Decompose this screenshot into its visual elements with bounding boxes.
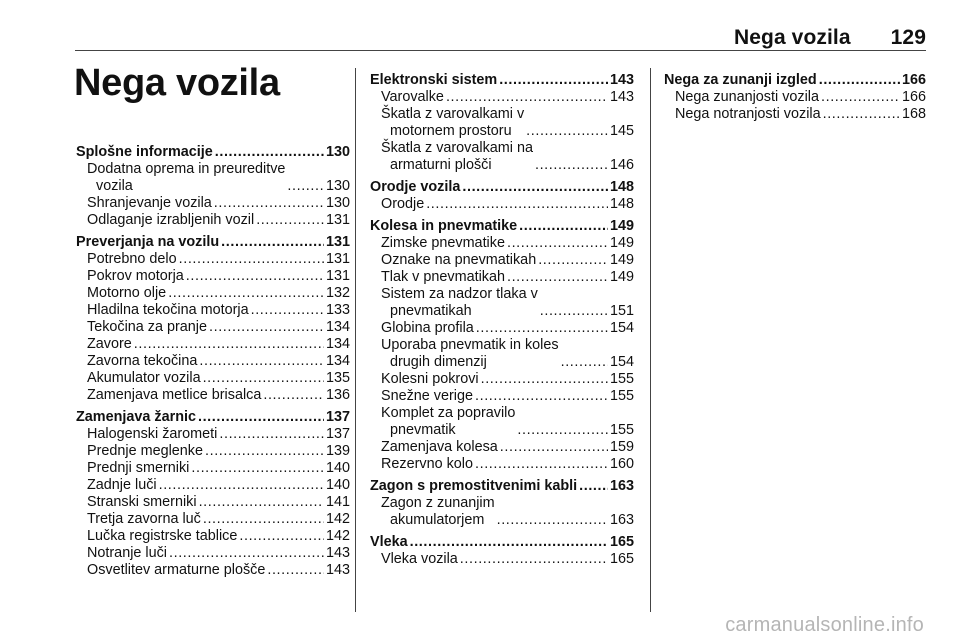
dot-leader [507, 235, 608, 252]
toc-entry-label-line: drugih dimenzij [390, 354, 487, 370]
toc-page-number: 140 [325, 477, 350, 493]
toc-section-heading[interactable] [76, 409, 350, 426]
toc-entry-label [87, 426, 217, 443]
toc-page-number: 163 [609, 478, 634, 494]
toc-entry[interactable] [370, 337, 634, 371]
toc-section-heading[interactable] [76, 234, 350, 251]
toc-entry-label-line: Prednje meglenke [87, 443, 203, 459]
toc-page-number: 148 [609, 179, 634, 195]
toc-entry[interactable] [76, 319, 350, 336]
toc-section-heading[interactable] [370, 179, 634, 196]
dot-leader [462, 179, 608, 196]
toc-page-number: 163 [609, 512, 634, 528]
toc-entry-label-line: akumulatorjem [390, 512, 485, 528]
dot-leader [497, 512, 608, 529]
toc-entry[interactable] [76, 443, 350, 460]
toc-entry-label [381, 551, 458, 568]
dot-leader [540, 303, 608, 320]
toc-page-number: 154 [609, 320, 634, 336]
dot-leader [507, 269, 608, 286]
toc-entry-label-line: pnevmatikah [390, 303, 472, 319]
toc-section-heading[interactable] [370, 72, 634, 89]
toc-page-number: 155 [609, 422, 634, 438]
toc-entry[interactable] [370, 269, 634, 286]
toc-section-heading[interactable] [370, 534, 634, 551]
dot-leader [287, 178, 324, 195]
toc-entry-label [381, 252, 536, 269]
toc-section-title: Splošne informacije [76, 144, 213, 160]
dot-leader [823, 106, 900, 123]
toc-section-title: Vleka [370, 534, 408, 550]
toc-page-number: 149 [609, 269, 634, 285]
dot-leader [209, 319, 324, 336]
toc-entry-label [87, 251, 177, 268]
toc-page-number: 165 [609, 534, 634, 550]
toc-section-title: Preverjanja na vozilu [76, 234, 220, 250]
toc-page-number: 131 [325, 234, 350, 250]
toc-page-number: 134 [325, 353, 350, 369]
toc-page-number: 136 [325, 387, 350, 403]
dot-leader [535, 157, 608, 174]
dot-leader [481, 371, 608, 388]
toc-page-number: 146 [609, 157, 634, 173]
toc-entry-label [381, 196, 424, 213]
toc-entry-label-line: Orodje [381, 196, 425, 212]
toc-entry[interactable] [76, 426, 350, 443]
toc-page-number: 166 [901, 72, 926, 88]
toc-section-heading[interactable] [76, 144, 350, 161]
toc-entry-label-line: Škatla z varovalkami na [381, 140, 533, 156]
toc-entry-label [87, 212, 254, 229]
toc-entry-label [87, 443, 203, 460]
dot-leader [821, 89, 900, 106]
toc-section [370, 179, 634, 213]
dot-leader [191, 460, 324, 477]
dot-leader [239, 528, 324, 545]
toc-entry-label-line: Vleka vozila [381, 551, 458, 567]
page-number: 129 [890, 26, 926, 49]
toc-entry-label [381, 456, 473, 473]
toc-entry-label-line: Osvetlitev armaturne plošče [87, 562, 266, 578]
toc-section [76, 409, 350, 579]
dot-leader [251, 302, 324, 319]
toc-entry[interactable] [370, 106, 634, 140]
dot-leader [203, 511, 324, 528]
dot-leader [199, 353, 324, 370]
toc-page-number: 130 [325, 178, 350, 194]
toc-entry-label [87, 545, 167, 562]
toc-page-number: 130 [325, 195, 350, 211]
toc-page-number: 142 [325, 511, 350, 527]
dot-leader [526, 123, 608, 140]
toc-entry-label-line: Zamenjava kolesa [381, 439, 498, 455]
toc-page-number: 131 [325, 212, 350, 228]
toc-entry-label [381, 388, 473, 405]
toc-entry-label-line: Globina profila [381, 320, 474, 336]
toc-entry-label-line: Zavorna tekočina [87, 353, 198, 369]
toc-entry[interactable] [76, 285, 350, 302]
toc-entry-label-line: Komplet za popravilo [381, 405, 516, 421]
toc-entry-label [675, 106, 821, 123]
toc-page-number: 143 [609, 89, 634, 105]
dot-leader [475, 388, 608, 405]
toc-page-number: 149 [609, 218, 634, 234]
toc-page-number: 132 [325, 285, 350, 301]
toc-page-number: 143 [325, 562, 350, 578]
dot-leader [214, 195, 324, 212]
toc-section [76, 144, 350, 229]
toc-entry-label [675, 89, 819, 106]
toc-entry-label [381, 439, 498, 456]
toc-page-number: 148 [609, 196, 634, 212]
toc-entry-label-line: Zimske pnevmatike [381, 235, 505, 251]
toc-section-title: Kolesa in pnevmatike [370, 218, 518, 234]
dot-leader [819, 72, 900, 89]
toc-page-number: 165 [609, 551, 634, 567]
toc-column-1 [76, 144, 350, 584]
toc-entry[interactable] [76, 460, 350, 477]
toc-entry[interactable] [370, 320, 634, 337]
dot-leader [198, 409, 324, 426]
toc-page-number: 134 [325, 336, 350, 352]
toc-page-number: 137 [325, 409, 350, 425]
dot-leader [475, 456, 608, 473]
dot-leader [538, 252, 608, 269]
toc-entry[interactable] [664, 89, 926, 106]
toc-entry[interactable] [76, 336, 350, 353]
toc-page-number: 131 [325, 251, 350, 267]
toc-entry-label [381, 495, 495, 529]
toc-entry[interactable] [76, 562, 350, 579]
toc-entry-label-line: vozila [96, 178, 133, 194]
toc-entry-label [87, 562, 265, 579]
dot-leader [579, 478, 608, 495]
toc-section [370, 534, 634, 568]
toc-entry-label-line: Notranje luči [87, 545, 167, 561]
toc-entry[interactable] [370, 89, 634, 106]
toc-entry-label-line: Sistem za nadzor tlaka v [381, 286, 538, 302]
toc-section-title: Zamenjava žarnic [76, 409, 196, 425]
toc-page-number: 133 [325, 302, 350, 318]
toc-entry-label [87, 511, 201, 528]
toc-entry-label [87, 336, 132, 353]
toc-entry-label-line: Shranjevanje vozila [87, 195, 212, 211]
dot-leader [219, 426, 324, 443]
toc-page-number: 137 [325, 426, 350, 442]
toc-entry-label [87, 387, 261, 404]
toc-page-number: 149 [609, 235, 634, 251]
toc-entry-label-line: Nega notranjosti vozila [675, 106, 821, 122]
dot-leader [446, 89, 608, 106]
toc-section [370, 478, 634, 529]
toc-section [664, 72, 926, 123]
toc-entry[interactable] [370, 252, 634, 269]
toc-entry-label-line: Tlak v pnevmatikah [381, 269, 505, 285]
toc-entry-label [381, 235, 505, 252]
dot-leader [215, 144, 324, 161]
dot-leader [267, 562, 324, 579]
toc-entry[interactable] [76, 212, 350, 229]
chapter-title: Nega vozila [74, 62, 280, 104]
toc-page-number: 154 [609, 354, 634, 370]
dot-leader [460, 551, 608, 568]
toc-entry-label-line: armaturni plošči [390, 157, 492, 173]
dot-leader [221, 234, 324, 251]
toc-entry[interactable] [76, 161, 350, 195]
dot-leader [169, 545, 324, 562]
dot-leader [517, 422, 608, 439]
toc-page-number: 159 [609, 439, 634, 455]
header-rule [75, 50, 926, 51]
toc-entry[interactable] [370, 405, 634, 439]
toc-entry-label-line: pnevmatik [390, 422, 456, 438]
toc-column-3 [664, 72, 926, 128]
toc-column-2 [370, 72, 634, 573]
toc-page-number: 166 [901, 89, 926, 105]
toc-entry[interactable] [370, 495, 634, 529]
toc-entry[interactable] [76, 268, 350, 285]
toc-entry-label-line: Zagon z zunanjim [381, 495, 495, 511]
dot-leader [499, 72, 608, 89]
toc-entry[interactable] [76, 251, 350, 268]
toc-entry[interactable] [370, 439, 634, 456]
toc-entry-label-line: Dodatna oprema in preureditve [87, 161, 286, 177]
toc-entry-label-line: Halogenski žarometi [87, 426, 218, 442]
toc-entry[interactable] [76, 494, 350, 511]
toc-entry[interactable] [76, 545, 350, 562]
toc-entry[interactable] [76, 195, 350, 212]
toc-entry[interactable] [370, 371, 634, 388]
toc-entry-label-line: Uporaba pnevmatik in koles [381, 337, 559, 353]
toc-entry-label-line: Tretja zavorna luč [87, 511, 201, 527]
toc-entry-label [381, 89, 444, 106]
toc-page-number: 168 [901, 106, 926, 122]
dot-leader [519, 218, 608, 235]
toc-page-number: 141 [325, 494, 350, 510]
toc-entry-label-line: Škatla z varovalkami v [381, 106, 525, 122]
toc-entry[interactable] [76, 477, 350, 494]
toc-page-number: 131 [325, 268, 350, 284]
toc-page-number: 139 [325, 443, 350, 459]
toc-entry[interactable] [370, 286, 634, 320]
toc-entry-label-line: Tekočina za pranje [87, 319, 207, 335]
dot-leader [500, 439, 608, 456]
toc-entry-label [381, 140, 533, 174]
toc-entry-label-line: Potrebno delo [87, 251, 177, 267]
toc-entry-label [87, 370, 201, 387]
dot-leader [203, 370, 324, 387]
toc-entry[interactable] [370, 196, 634, 213]
toc-entry-label [87, 285, 166, 302]
toc-entry-label-line: Prednji smerniki [87, 460, 190, 476]
toc-entry-label-line: motornem prostoru [390, 123, 512, 139]
toc-page-number: 160 [609, 456, 634, 472]
toc-entry-label-line: Varovalke [381, 89, 444, 105]
toc-entry-label [87, 268, 184, 285]
toc-entry-label-line: Motorno olje [87, 285, 167, 301]
toc-page-number: 142 [325, 528, 350, 544]
dot-leader [168, 285, 324, 302]
column-divider [650, 68, 651, 612]
toc-entry-label [87, 195, 212, 212]
dot-leader [256, 212, 324, 229]
toc-entry-label [381, 337, 559, 371]
toc-entry[interactable] [370, 235, 634, 252]
toc-section [370, 72, 634, 174]
toc-page-number: 130 [325, 144, 350, 160]
dot-leader [426, 196, 608, 213]
toc-page-number: 143 [325, 545, 350, 561]
toc-entry-label-line: Kolesni pokrovi [381, 371, 479, 387]
toc-section-heading[interactable] [370, 218, 634, 235]
dot-leader [179, 251, 324, 268]
toc-section-title: Zagon s premostitvenimi kabli [370, 478, 578, 494]
toc-entry[interactable] [664, 106, 926, 123]
toc-entry-label-line: Oznake na pnevmatikah [381, 252, 537, 268]
toc-entry-label [381, 405, 515, 439]
dot-leader [561, 354, 608, 371]
column-divider [355, 68, 356, 612]
toc-entry[interactable] [76, 370, 350, 387]
toc-section-title: Nega za zunanji izgled [664, 72, 817, 88]
toc-entry[interactable] [76, 387, 350, 404]
dot-leader [134, 336, 324, 353]
toc-entry-label [381, 286, 538, 320]
toc-page-number: 155 [609, 371, 634, 387]
toc-entry-label [381, 320, 474, 337]
toc-section-title: Orodje vozila [370, 179, 461, 195]
running-head-title: Nega vozila [734, 26, 851, 49]
toc-entry-label-line: Rezervno kolo [381, 456, 473, 472]
toc-entry-label-line: Pokrov motorja [87, 268, 184, 284]
running-head [75, 26, 926, 50]
toc-page-number: 140 [325, 460, 350, 476]
toc-entry-label-line: Lučka registrske tablice [87, 528, 238, 544]
toc-section-heading[interactable] [664, 72, 926, 89]
toc-section [76, 234, 350, 404]
dot-leader [410, 534, 608, 551]
dot-leader [199, 494, 324, 511]
toc-section [370, 218, 634, 473]
toc-entry-label [381, 106, 524, 140]
dot-leader [205, 443, 324, 460]
toc-entry[interactable] [370, 140, 634, 174]
toc-page-number: 155 [609, 388, 634, 404]
toc-entry-label [87, 528, 237, 545]
toc-entry[interactable] [76, 302, 350, 319]
toc-entry[interactable] [76, 353, 350, 370]
toc-entry-label-line: Nega zunanjosti vozila [675, 89, 819, 105]
dot-leader [476, 320, 608, 337]
toc-entry-label-line: Zamenjava metlice brisalca [87, 387, 262, 403]
toc-entry-label [87, 477, 157, 494]
toc-section-heading[interactable] [370, 478, 634, 495]
toc-entry[interactable] [370, 551, 634, 568]
toc-entry-label [381, 371, 479, 388]
toc-entry-label [87, 353, 197, 370]
toc-entry-label-line: Odlaganje izrabljenih vozil [87, 212, 255, 228]
toc-entry-label [381, 269, 505, 286]
toc-entry[interactable] [76, 511, 350, 528]
dot-leader [159, 477, 324, 494]
toc-entry-label-line: Hladilna tekočina motorja [87, 302, 249, 318]
toc-page-number: 149 [609, 252, 634, 268]
toc-entry-label [87, 319, 207, 336]
toc-entry-label [87, 302, 249, 319]
toc-section-title: Elektronski sistem [370, 72, 498, 88]
toc-page-number: 143 [609, 72, 634, 88]
toc-page-number: 145 [609, 123, 634, 139]
watermark: carmanualsonline.info [725, 614, 924, 636]
toc-entry-label-line: Akumulator vozila [87, 370, 201, 386]
toc-entry-label-line: Stranski smerniki [87, 494, 197, 510]
toc-entry-label-line: Snežne verige [381, 388, 474, 404]
toc-page-number: 134 [325, 319, 350, 335]
toc-entry[interactable] [370, 388, 634, 405]
toc-page-number: 135 [325, 370, 350, 386]
toc-entry[interactable] [76, 528, 350, 545]
dot-leader [263, 387, 324, 404]
toc-entry[interactable] [370, 456, 634, 473]
toc-page-number: 151 [609, 303, 634, 319]
dot-leader [186, 268, 324, 285]
toc-entry-label [87, 460, 189, 477]
toc-entry-label-line: Zavore [87, 336, 132, 352]
toc-entry-label [87, 494, 197, 511]
toc-entry-label [87, 161, 285, 195]
toc-entry-label-line: Zadnje luči [87, 477, 157, 493]
